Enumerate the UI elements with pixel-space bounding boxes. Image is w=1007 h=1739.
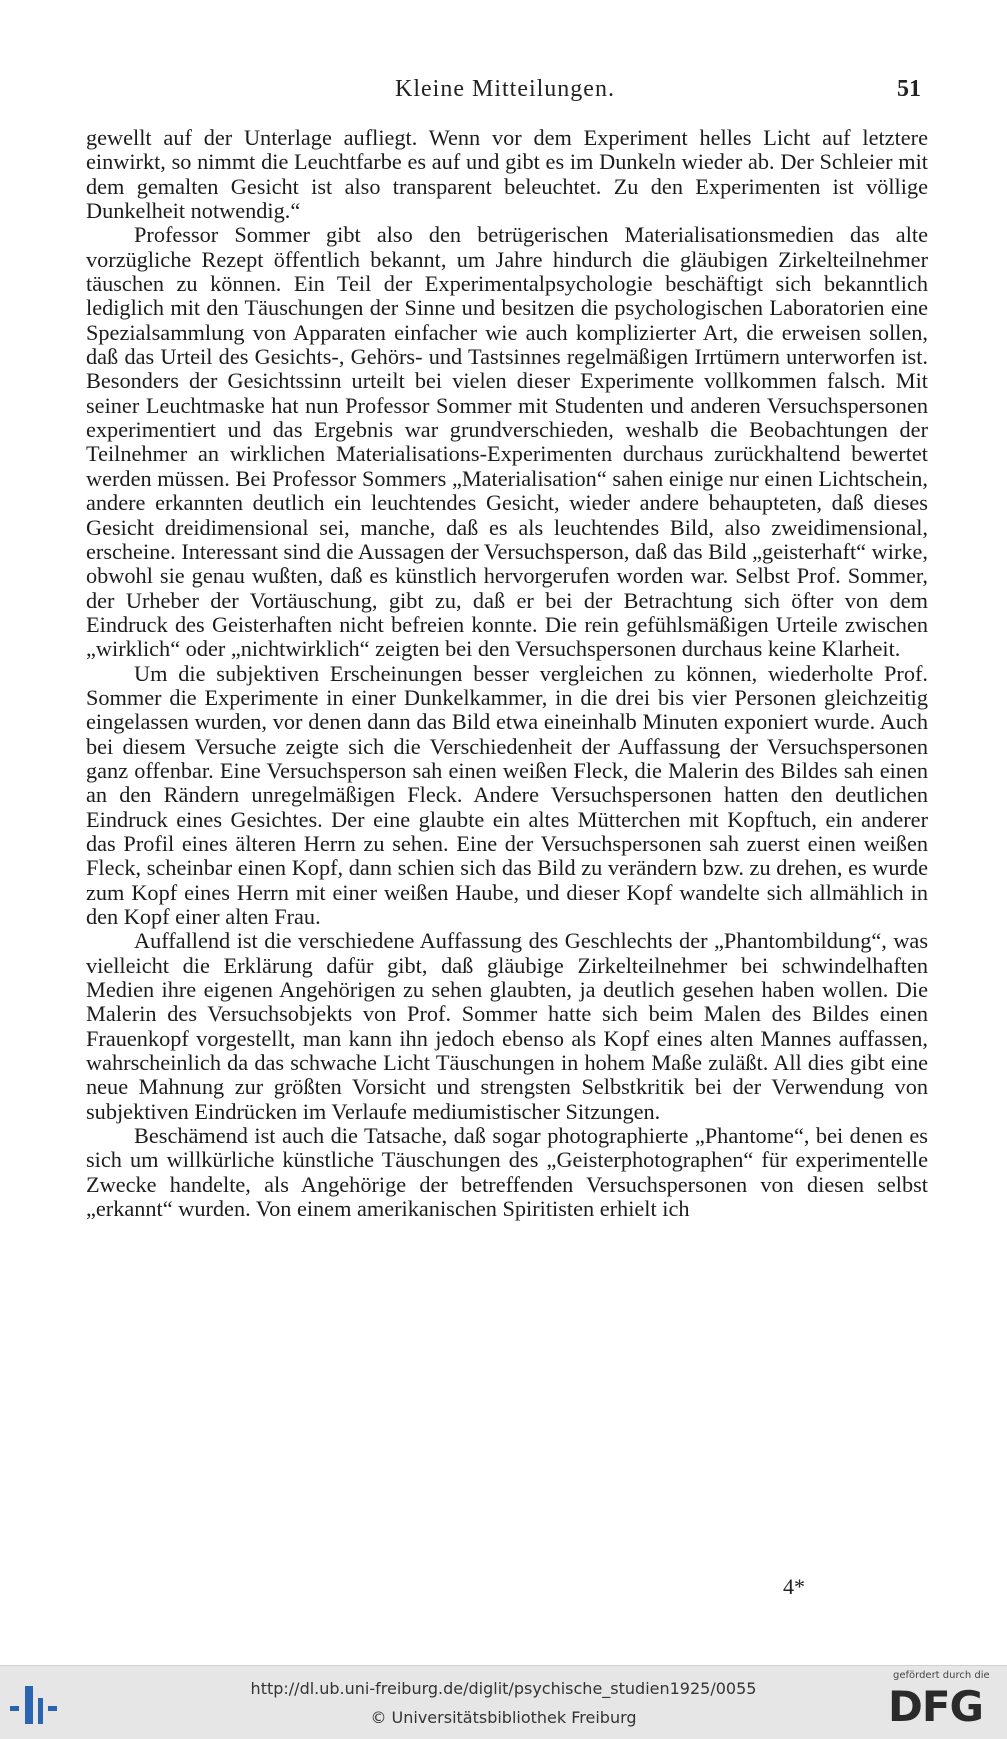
paragraph: Auffallend ist die verschiedene Auffassung des Geschlechts der „Phantombildung“, was vielleicht die Erklärung dafür gibt, daß gläubige Zirkelteilnehmer bei schwindelhaften Medien ihre eigenen Angehörigen zu sehen glaubten, ja deutlich gesehen haben wollen. Die Malerin des Versuchsobjekts von Prof. Sommer hatte sich beim Malen des Bildes einen Frauenkopf vorgestellt, man kann ihn jedoch ebenso als Kopf eines alten Mannes auffassen, wahrscheinlich da das schwache Licht Täuschungen in hohem Maße zuläßt. All dies gibt eine neue Mahnung zur größten Vorsicht und strengsten Selbstkritik bei der Verwendung von subjektiven Eindrücken im Verlaufe mediumistischer Sitzungen. bbox=[86, 928, 928, 1124]
paragraph: Professor Sommer gibt also den betrügerischen Materialisationsmedien das alte vorzügliche Rezept öffentlich bekannt, um Jahre hindurch die gläubigen Zirkelteilnehmer täuschen zu können. Ein Teil der Experimentalpsychologie beschäftigt sich bekanntlich lediglich mit den Täuschungen der Sinne und besitzen die psychologischen Laboratorien eine Spezialsammlung von Apparaten einfacher wie auch komplizierter Art, die erweisen sollen, daß das Urteil des Gesichts-, Gehörs- und Tastsinnes regelmäßigen Irrtümern unterworfen ist. Besonders der Gesichtssinn urteilt bei vielen dieser Experimente vollkommen falsch. Mit seiner Leuchtmaske hat nun Professor Sommer mit Studenten und anderen Versuchspersonen experimentiert und das Ergebnis war grundverschieden, weshalb die Beobachtungen der Teilnehmer an wirklichen Materialisations-Experimenten durchaus zurückhaltend bewertet werden müssen. Bei Professor Sommers „Materialisation“ sahen einige nur einen Lichtschein, andere erkannten deutlich ein leuchtendes Gesicht, wieder andere behaupteten, daß dieses Gesicht dreidimensional sei, manche, daß es als leuchtendes Bild, also zweidimensional, erscheine. Interessant sind die Aussagen der Versuchsperson, daß das Bild „geisterhaft“ wirke, obwohl sie genau wußten, daß es künstlich hervorgerufen worden war. Selbst Prof. Sommer, der Urheber der Vortäuschung, gibt zu, daß er bei der Betrachtung sich öfter von dem Eindruck des Geisterhaften nicht befreien konnte. Die rein gefühlsmäßigen Urteile zwischen „wirklich“ oder „nichtwirklich“ zeigten bei den Versuchspersonen durchaus keine Klarheit. bbox=[86, 222, 928, 662]
copyright-notice: © Universitätsbibliothek Freiburg bbox=[370, 1708, 637, 1727]
dfg-logo: DFG bbox=[888, 1682, 984, 1731]
source-link[interactable]: http://dl.ub.uni-freiburg.de/diglit/psychische_studien1925/0055 bbox=[250, 1679, 757, 1698]
paragraph: Um die subjektiven Erscheinungen besser vergleichen zu können, wiederholte Prof. Sommer die Experimente in einer Dunkelkammer, in die drei bis vier Personen gleichzeitig eingelassen wurden, vor denen dann das Bild etwa eineinhalb Minuten exponiert wurde. Auch bei diesem Versuche zeigte sich die Verschiedenheit der Auffassung der Versuchspersonen ganz offenbar. Eine Versuchsperson sah einen weißen Fleck, die Malerin des Bildes sah einen an den Rändern unregelmäßigen Fleck. Andere Versuchspersonen hatten den deutlichen Eindruck eines Gesichtes. Der eine glaubte ein altes Mütterchen mit Kopftuch, ein anderer das Profil eines älteren Herrn zu sehen. Eine der Versuchspersonen sah zuerst einen weißen Fleck, scheinbar einen Kopf, dann schien sich das Bild zu verändern bzw. zu drehen, es wurde zum Kopf eines Herrn mit einer weißen Haube, und dieser Kopf wandelte sich allmählich in den Kopf einer alten Frau. bbox=[86, 660, 928, 929]
paragraph: gewellt auf der Unterlage aufliegt. Wenn vor dem Experiment helles Licht auf letztere einwirkt, so nimmt die Leuchtfarbe es auf und gibt es im Dunkeln wieder ab. Der Schleier mit dem gemalten Gesicht ist also transparent beleuchtet. Zu den Experimenten ist völlige Dunkelheit notwendig.“ bbox=[86, 125, 928, 224]
running-title: Kleine Mitteilungen. bbox=[395, 76, 615, 102]
funding-note: gefördert durch die bbox=[893, 1670, 990, 1681]
body-text bbox=[86, 126, 928, 1221]
page-number: 51 bbox=[897, 76, 921, 102]
running-header bbox=[0, 76, 1007, 106]
signature-mark: 4* bbox=[783, 1574, 805, 1599]
footer-bar bbox=[0, 1665, 1007, 1739]
paragraph: Beschämend ist auch die Tatsache, daß sogar photographierte „Phantome“, bei denen es sich um willkürliche künstliche Täuschungen des „Geisterphotographen“ für experimentelle Zwecke handelte, als Angehörige der betreffenden Versuchspersonen von diesen selbst „erkannt“ wurden. Von einem amerikanischen Spiritisten erhielt ich bbox=[86, 1123, 928, 1222]
